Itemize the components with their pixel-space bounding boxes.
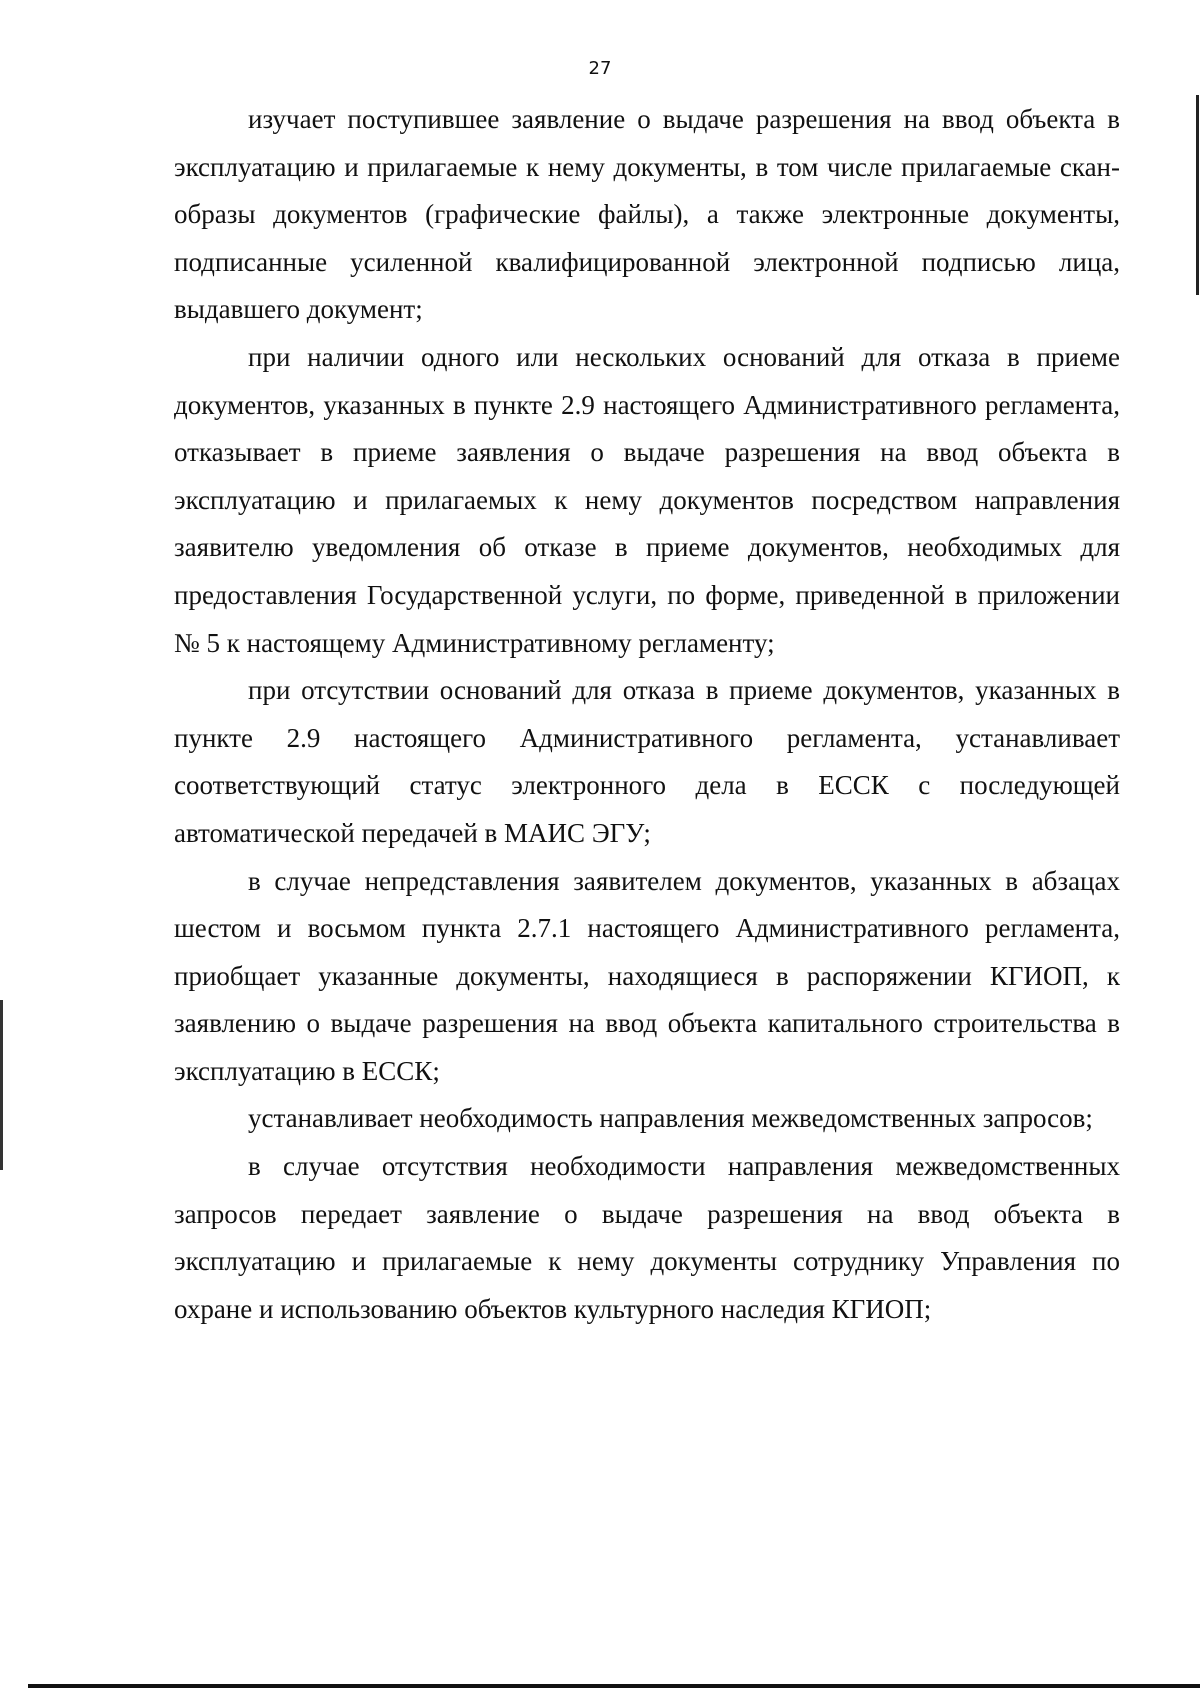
paragraph: при отсутствии оснований для отказа в приеме документов, указанных в пункте 2.9 настоящего Административного регламента, устанавливает соответствующий статус электронного дела в ЕССК с последующей автоматической передачей в МАИС ЭГУ; — [174, 675, 1120, 848]
scan-edge-left — [0, 1000, 3, 1170]
paragraph: в случае непредставления заявителем документов, указанных в абзацах шестом и восьмом пункта 2.7.1 настоящего Административного регламента, приобщает указанные документы, находящиеся в распоряжении КГИОП, к заявлению о выдаче разрешения на ввод объекта капитального строительства в эксплуатацию в ЕССК; — [174, 865, 1120, 1086]
paragraph: изучает поступившее заявление о выдаче разрешения на ввод объекта в эксплуатацию и прилагаемые к нему документы, в том числе прилагаемые скан-образы документов (графические файлы), а также электронные документы, подписанные усиленной квалифицированной электронной подписью лица, выдавшего документ; — [174, 104, 1120, 325]
document-body — [174, 96, 1120, 1333]
paragraph: устанавливает необходимость направления межведомственных запросов; — [248, 1103, 1093, 1134]
paragraph: в случае отсутствия необходимости направления межведомственных запросов передает заявление о выдаче разрешения на ввод объекта в эксплуатацию и прилагаемые к нему документы сотруднику Управления по охране и использованию объектов культурного наследия КГИОП; — [174, 1151, 1120, 1324]
scan-edge-right — [1196, 95, 1199, 295]
page-number: 27 — [588, 58, 612, 79]
scan-edge-bottom — [28, 1684, 1200, 1688]
paragraph: при наличии одного или нескольких оснований для отказа в приеме документов, указанных в пункте 2.9 настоящего Административного регламента, отказывает в приеме заявления о выдаче разрешения на ввод объекта в эксплуатацию и прилагаемых к нему документов посредством направления заявителю уведомления об отказе в приеме документов, необходимых для предоставления Государственной услуги, по форме, приведенной в приложении № 5 к настоящему Административному регламенту; — [174, 341, 1120, 658]
